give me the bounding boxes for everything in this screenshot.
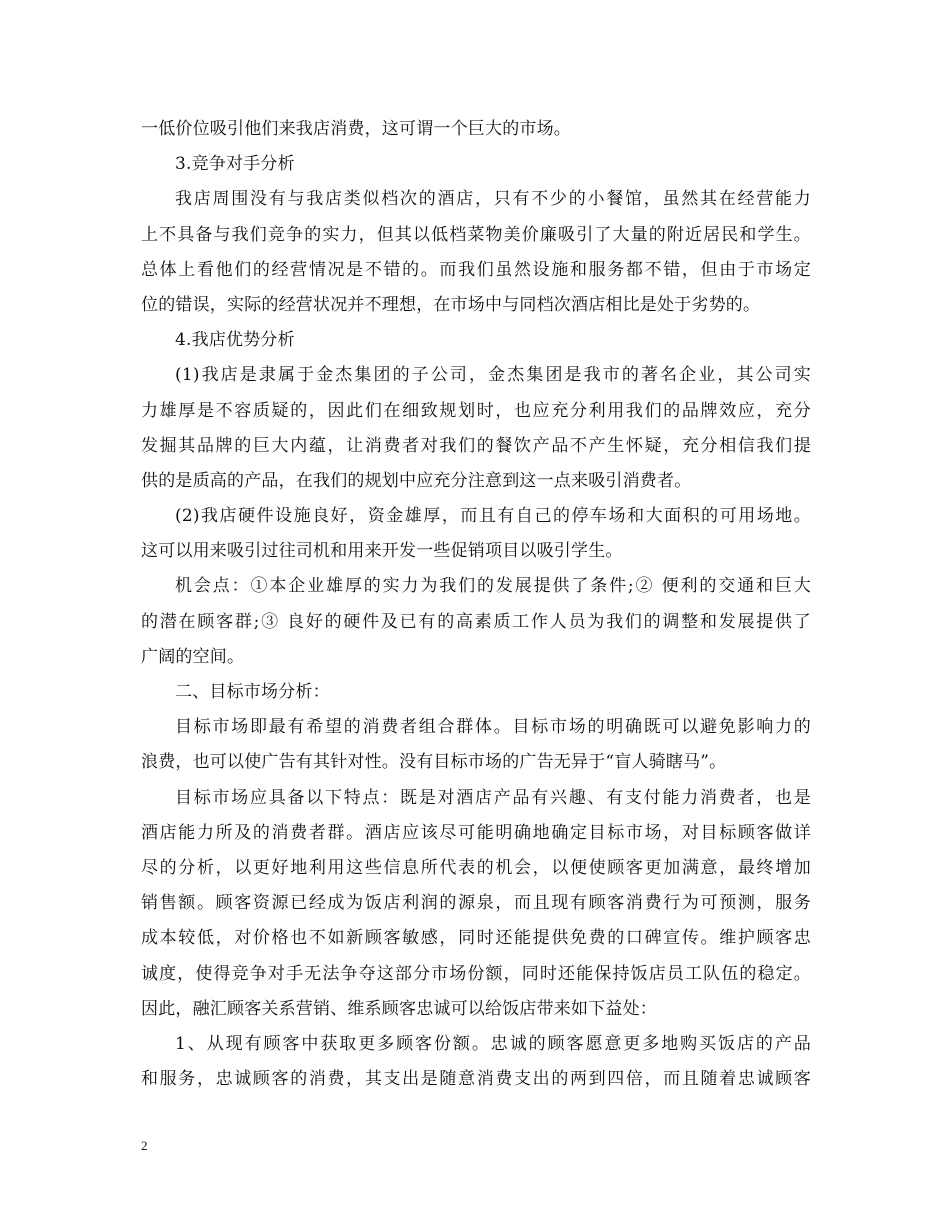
text-line: 一低价位吸引他们来我店消费，这可谓一个巨大的市场。 <box>141 119 571 139</box>
text-line: 位的错误，实际的经营状况并不理想，在市场中与同档次酒店相比是处于劣势的。 <box>141 294 761 315</box>
text-line: (1)我店是隶属于金杰集团的子公司，金杰集团是我市的著名企业，其公司实 <box>175 365 811 386</box>
text-line: 成本较低，对价格也不如新顾客敏感，同时还能提供免费的口碑宣传。维护顾客忠 <box>141 928 811 949</box>
text-line: 浪费，也可以使广告有其针对性。没有目标市场的广告无异于“盲人骑瞎马”。 <box>141 752 727 773</box>
text-line: 发掘其品牌的巨大内蕴，让消费者对我们的餐饮产品不产生怀疑，充分相信我们提 <box>141 435 811 456</box>
text-line: 目标市场应具备以下特点：既是对酒店产品有兴趣、有支付能力消费者，也是 <box>175 787 811 808</box>
text-line: 这可以用来吸引过往司机和用来开发一些促销项目以吸引学生。 <box>141 541 623 562</box>
text-line: 尽的分析，以更好地利用这些信息所代表的机会，以便使顾客更加满意，最终增加 <box>141 857 811 878</box>
text-line: 机会点：①本企业雄厚的实力为我们的发展提供了条件;② 便利的交通和巨大 <box>175 576 811 597</box>
text-line: 广阔的空间。 <box>141 646 245 667</box>
text-line: 目标市场即最有希望的消费者组合群体。目标市场的明确既可以避免影响力的 <box>175 717 811 738</box>
text-line: 力雄厚是不容质疑的，因此们在细致规划时，也应充分利用我们的品牌效应，充分 <box>141 400 811 421</box>
text-line: 总体上看他们的经营情况是不错的。而我们虽然设施和服务都不错，但由于市场定 <box>141 259 811 280</box>
text-line: 1、从现有顾客中获取更多顾客份额。忠诚的顾客愿意更多地购买饭店的产品 <box>175 1033 811 1054</box>
text-line: 因此，融汇顾客关系营销、维系顾客忠诚可以给饭店带来如下益处： <box>141 998 657 1019</box>
text-line: 酒店能力所及的消费者群。酒店应该尽可能明确地确定目标市场，对目标顾客做详 <box>141 822 811 843</box>
text-line: 和服务，忠诚顾客的消费，其支出是随意消费支出的两到四倍，而且随着忠诚顾客 <box>141 1069 811 1090</box>
text-line: 3.竞争对手分析 <box>175 154 295 175</box>
text-line: (2)我店硬件设施良好，资金雄厚，而且有自己的停车场和大面积的可用场地。 <box>175 506 811 527</box>
text-line: 4.我店优势分析 <box>175 330 295 351</box>
text-line: 的潜在顾客群;③ 良好的硬件及已有的高素质工作人员为我们的调整和发展提供了 <box>141 611 811 632</box>
text-line: 我店周围没有与我店类似档次的酒店，只有不少的小餐馆，虽然其在经营能力 <box>175 189 811 210</box>
text-line: 供的是质高的产品，在我们的规划中应充分注意到这一点来吸引消费者。 <box>141 470 692 491</box>
page-number: 2 <box>141 1138 148 1153</box>
text-line: 诚度，使得竞争对手无法争夺这部分市场份额，同时还能保持饭店员工队伍的稳定。 <box>141 963 811 984</box>
text-line: 销售额。顾客资源已经成为饭店利润的源泉，而且现有顾客消费行为可预测，服务 <box>141 893 811 914</box>
document-body <box>141 112 811 1097</box>
text-line: 上不具备与我们竞争的实力，但其以低档菜物美价廉吸引了大量的附近居民和学生。 <box>141 224 811 245</box>
text-line: 二、目标市场分析： <box>175 682 330 702</box>
